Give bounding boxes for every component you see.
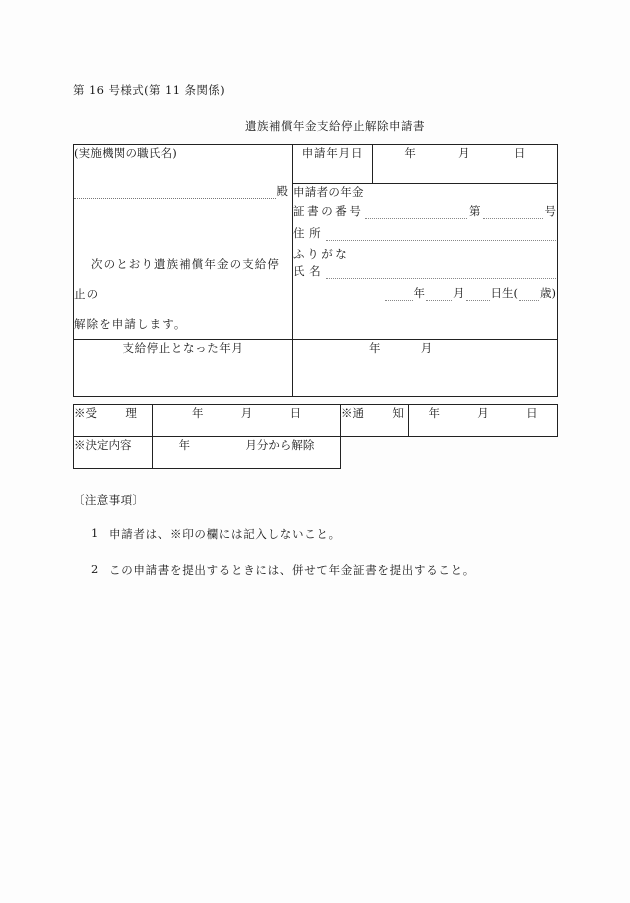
agency-name-field[interactable] (74, 183, 292, 199)
name-field[interactable] (293, 262, 557, 279)
suspension-year: 年 (369, 341, 381, 355)
application-date-label-cell (293, 145, 373, 184)
table-row-suspension (74, 340, 558, 397)
statement-text (74, 249, 292, 339)
applicant-info-cell[interactable] (293, 184, 558, 340)
receipt-label-cell (74, 405, 153, 437)
notice-date-cell[interactable] (409, 405, 558, 437)
birth-month-dotted-line (426, 287, 452, 301)
honorific-label: 殿 (276, 184, 288, 198)
document-title (0, 118, 630, 134)
certificate-number-prefix: 第 (469, 204, 481, 218)
suspension-label-cell (74, 340, 293, 397)
certificate-number-suffix: 号 (544, 204, 556, 218)
note-number: 1 (91, 526, 100, 540)
birth-year-label: 年 (413, 286, 425, 300)
decision-empty-cell-2 (409, 437, 558, 469)
application-date-day: 日 (513, 146, 526, 160)
notes-heading: 〔注意事項〕 (73, 493, 145, 507)
notice-year: 年 (428, 406, 440, 420)
application-date-value-cell[interactable] (373, 145, 558, 184)
receipt-date-cell[interactable] (153, 405, 341, 437)
decision-text: 月分から解除 (245, 438, 315, 452)
suspension-value-cell[interactable] (293, 340, 558, 397)
notes-section (73, 492, 573, 598)
birth-year-dotted-line (385, 287, 413, 301)
agency-label: (実施機関の職氏名) (74, 146, 177, 160)
suspension-label: 支給停止となった年月 (122, 341, 244, 355)
decision-year: 年 (178, 438, 191, 452)
application-date-month: 月 (458, 146, 470, 160)
notice-label-part2: 知 (392, 406, 404, 420)
birthdate-field[interactable] (293, 284, 557, 301)
suspension-date-line (293, 340, 557, 356)
note-text: この申請書を提出するときには、併せて年金証書を提出すること。 (109, 563, 475, 577)
receipt-year: 年 (191, 406, 204, 420)
agency-cell[interactable] (74, 145, 293, 340)
notice-label-cell (341, 405, 409, 437)
table-row-decision (74, 437, 558, 469)
certificate-number-dotted-line-2 (483, 205, 543, 219)
decision-label: ※決定内容 (74, 438, 132, 452)
list-item (73, 562, 573, 578)
statement-line-2: 解除を申請します。 (74, 317, 187, 331)
name-dotted-line (326, 265, 556, 279)
applicant-pension-label: 申請者の年金 (293, 185, 364, 199)
address-field[interactable] (293, 224, 557, 241)
name-label: 氏名 (293, 264, 326, 278)
furigana-label: ふりがな (293, 247, 350, 261)
list-item (73, 526, 573, 542)
table-row-receipt-notice (74, 405, 558, 437)
notice-month: 月 (477, 406, 489, 420)
form-number: 第 16 号様式(第 11 条関係) (73, 83, 226, 97)
address-label: 住所 (293, 226, 326, 240)
table-row-agency-and-date (74, 145, 558, 184)
address-dotted-line (326, 227, 556, 241)
application-date-year: 年 (404, 146, 417, 160)
birth-age-dotted-line (519, 287, 539, 301)
note-number: 2 (91, 562, 100, 576)
notice-label-part1: ※通 (341, 406, 364, 420)
document-title-text: 遺族補償年金支給停止解除申請書 (245, 119, 425, 133)
birth-day-label: 日生( (490, 286, 518, 300)
receipt-label-part2: 理 (125, 406, 137, 420)
notice-day: 日 (526, 406, 538, 420)
birth-month-label: 月 (453, 286, 465, 300)
certificate-number-label: 証書の番号 (293, 204, 364, 218)
decision-empty-cell-1 (341, 437, 409, 469)
receipt-month: 月 (240, 406, 253, 420)
birth-age-label: 歳) (540, 286, 556, 300)
receipt-day: 日 (289, 406, 302, 420)
certificate-number-field[interactable] (293, 202, 557, 219)
statement-line-1: 次のとおり遺族補償年金の支給停止の (74, 257, 280, 301)
agency-name-dotted-line (74, 185, 276, 199)
decision-value-cell[interactable] (153, 437, 341, 469)
birth-day-dotted-line (466, 287, 490, 301)
certificate-number-dotted-line-1 (365, 205, 468, 219)
receipt-label-part1: ※受 (74, 406, 97, 420)
office-use-table (73, 404, 558, 469)
main-form-table (73, 144, 558, 397)
suspension-month: 月 (420, 341, 433, 355)
application-date-label: 申請年月日 (301, 146, 364, 160)
note-text: 申請者は、※印の欄には記入しないこと。 (109, 527, 341, 541)
decision-label-cell (74, 437, 153, 469)
